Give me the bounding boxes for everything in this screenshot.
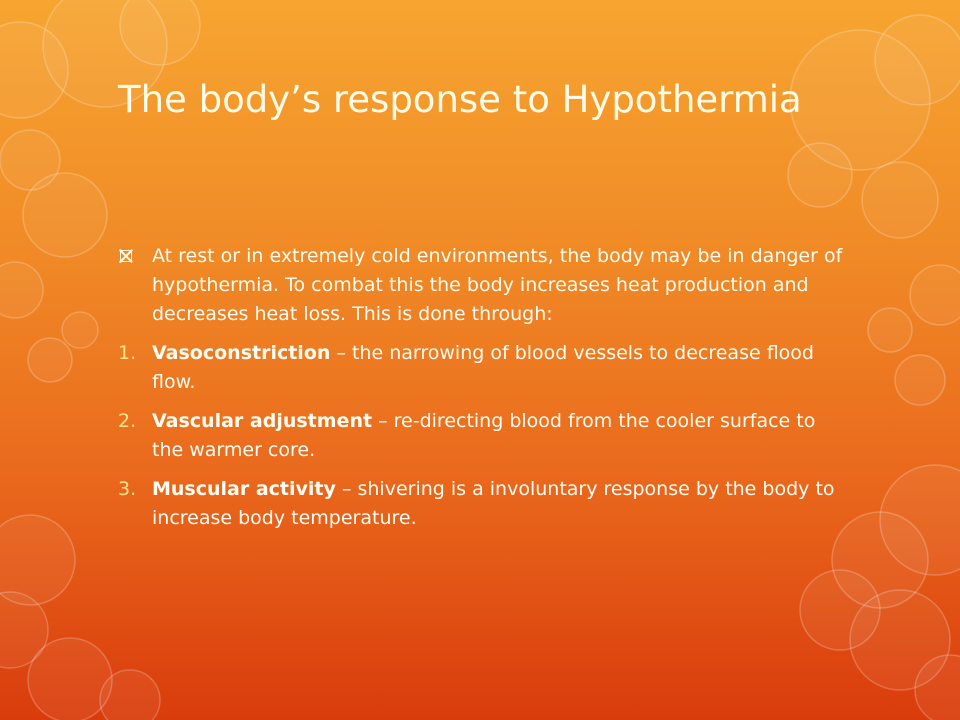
response-list xyxy=(118,339,848,533)
list-term: Muscular activity xyxy=(152,478,336,500)
list-item xyxy=(118,407,848,465)
list-text: – the narrowing of blood vessels to decrease flood flow. xyxy=(152,342,814,393)
list-item xyxy=(118,339,848,397)
list-term: Vasoconstriction xyxy=(152,342,331,364)
intro-text: At rest or in extremely cold environments, the body may be in danger of hypothermia. To combat this the body increases heat production and decreases heat loss. This is done through: xyxy=(152,245,843,325)
list-item xyxy=(118,475,848,533)
list-number: 1. xyxy=(118,342,137,364)
list-number: 3. xyxy=(118,478,137,500)
list-term: Vascular adjustment xyxy=(152,410,373,432)
square-x-bullet-icon xyxy=(120,250,132,262)
slide-body xyxy=(118,242,848,543)
list-text: – re-directing blood from the cooler surface to the warmer core. xyxy=(152,410,816,461)
slide-title: The body’s response to Hypothermia xyxy=(118,78,802,121)
list-text: – shivering is a involuntary response by the body to increase body temperature. xyxy=(152,478,835,529)
intro-bullet xyxy=(118,242,848,329)
list-number: 2. xyxy=(118,410,137,432)
